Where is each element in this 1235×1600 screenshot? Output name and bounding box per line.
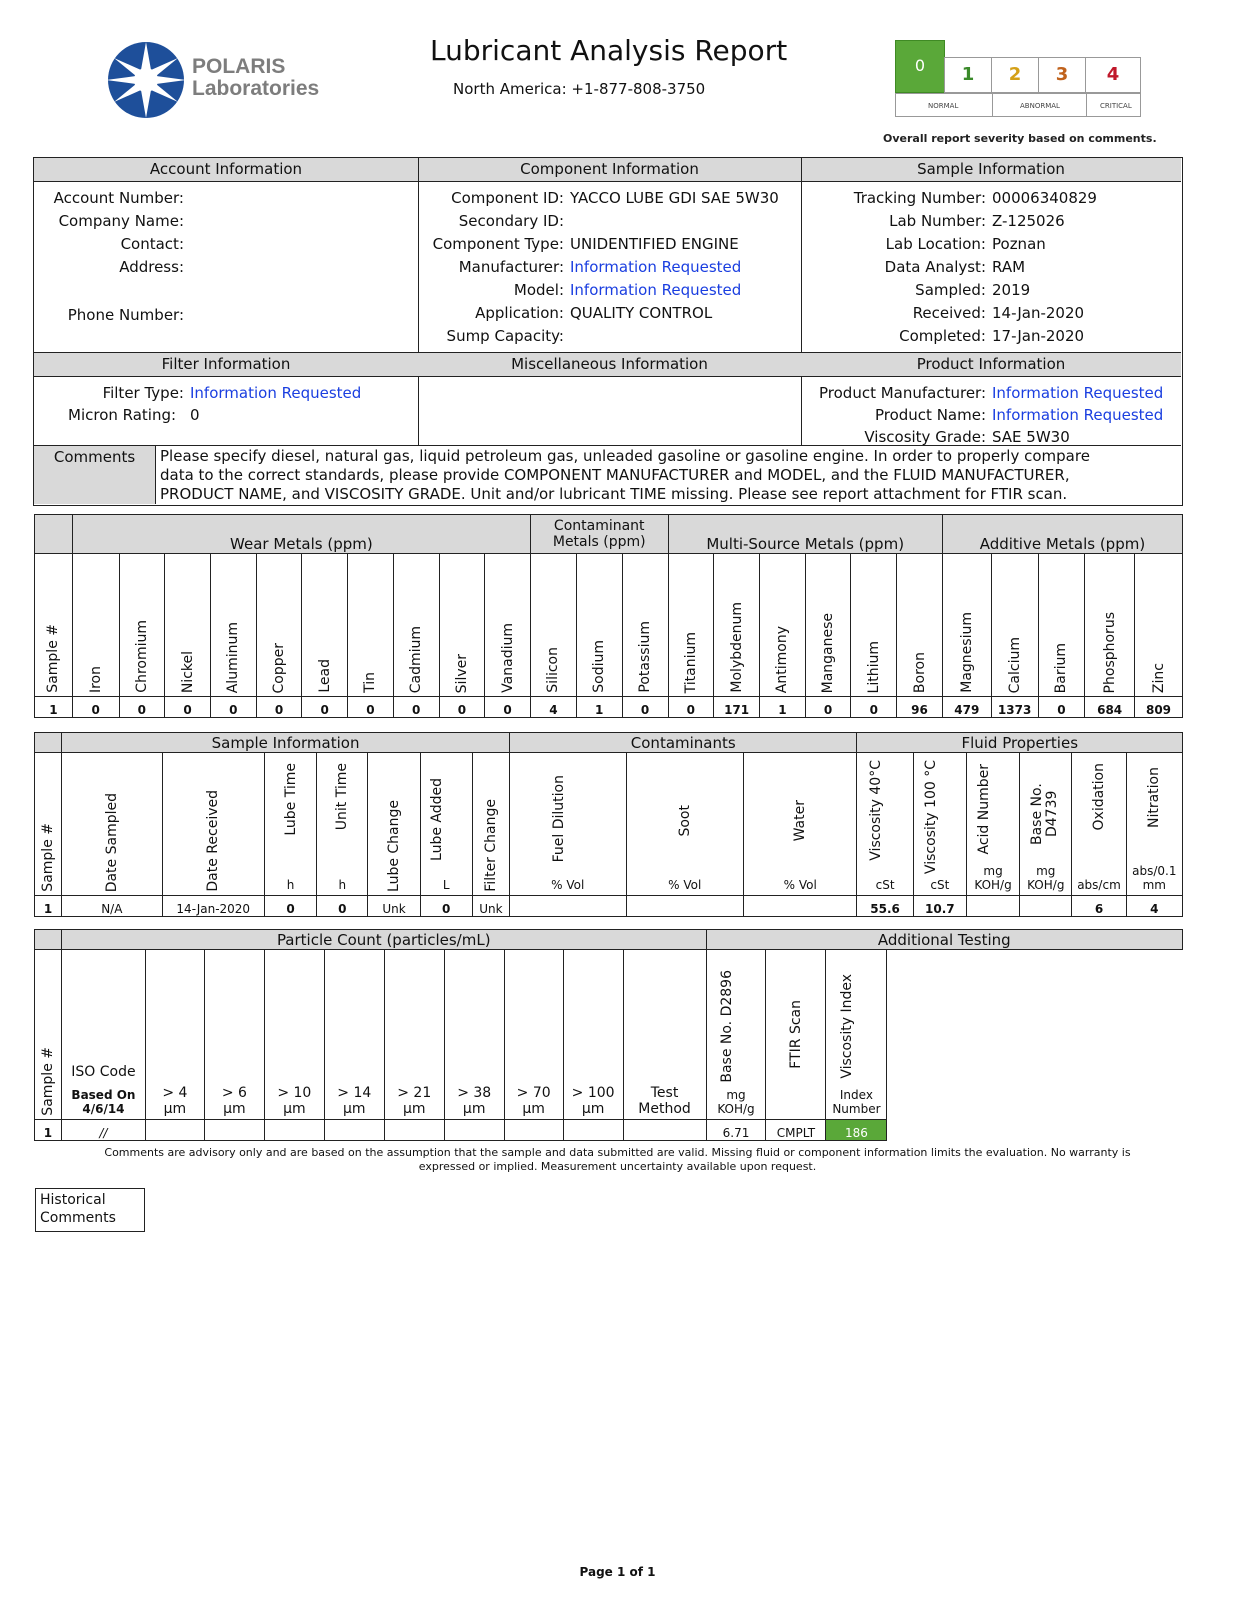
manufacturer-value[interactable]: Information Requested [570,258,742,276]
col-gt-21um: > 21 µm [384,950,444,1120]
disclaimer-line-1: Comments are advisory only and are based on the assumption that the sample and data submitted are valid. Missing fluid or component information limits the evaluation. No warranty is [104,1146,1131,1159]
address-value [184,258,190,276]
col-gt-100um: > 100 µm [563,950,623,1120]
fluid-row [35,896,1183,917]
component-header: Component Information [418,158,801,182]
logo-line-1: POLARIS [192,55,286,78]
filter-fields [42,384,361,424]
product-manufacturer-value[interactable]: Information Requested [992,384,1164,402]
metals-value: 0 [119,697,165,718]
fluid-value [1020,896,1072,917]
micron-rating-label: Micron Rating: [68,406,177,424]
severity-labels [895,93,1141,117]
col-aluminum: Aluminum [210,554,256,697]
model-label: Model: [513,281,564,299]
metals-value: 684 [1085,697,1135,718]
particle-row-empty [887,1120,1183,1141]
received-value: 14-Jan-2020 [992,304,1085,322]
col-barium: Barium [1038,554,1085,697]
viscosity-index-value: 186 [826,1120,887,1141]
metals-value: 1373 [991,697,1038,718]
col-chromium: Chromium [119,554,165,697]
lab-number-value: Z-125026 [992,212,1065,230]
component-type-label: Component Type: [432,235,564,253]
col-date-received: Date Received [162,753,264,896]
multi-source-metals-header: Multi-Source Metals (ppm) [668,515,942,554]
phone-number-value [184,306,190,324]
particle-table [34,929,1183,1141]
phone-number-label: Phone Number: [67,306,184,324]
model-value[interactable]: Information Requested [570,281,742,299]
fluid-value [744,896,857,917]
contaminant-metals-header: Contaminant Metals (ppm) [530,515,668,554]
phone-number: North America: +1-877-808-3750 [453,80,706,98]
tracking-number-value: 00006340829 [992,189,1097,207]
filter-type-label: Filter Type: [102,384,184,402]
fluid-value: 4 [1126,896,1182,917]
col-unit-time: Unit Time h [317,753,368,896]
col-base-no-d2896: Base No. D2896 mg KOH/g [706,950,766,1120]
data-analyst-label: Data Analyst: [884,258,986,276]
metals-value: 0 [302,697,348,718]
additional-testing-header: Additional Testing [706,930,1182,950]
historical-comments: Historical Comments [35,1188,145,1232]
viscosity-grade-label: Viscosity Grade: [864,428,986,446]
comments-line-2: data to the correct standards, please provide COMPONENT MANUFACTURER and MODEL, and the FLUID MANUFACTURER, [160,466,1070,484]
fluid-value: 55.6 [857,896,913,917]
metals-value: 1 [576,697,622,718]
sample-fields [806,189,1097,345]
col-gt-4um: > 4 µm [145,950,204,1120]
data-analyst-value: RAM [992,258,1026,276]
particle-value [324,1120,384,1141]
col-tin: Tin [348,554,394,697]
logo-text [192,56,319,100]
metals-value: 0 [393,697,439,718]
company-name-value [184,212,190,230]
particle-empty-area [887,950,1183,1120]
particle-value [384,1120,444,1141]
fluid-sample-header: Sample # [35,753,62,896]
account-number-label: Account Number: [53,189,184,207]
col-acid-number: Acid Number mg KOH/g [966,753,1019,896]
metals-value: 0 [165,697,211,718]
particle-value [264,1120,324,1141]
fluid-value: Unk [368,896,420,917]
account-header: Account Information [34,158,418,182]
filter-type-value[interactable]: Information Requested [190,384,362,402]
col-phosphorus: Phosphorus [1085,554,1135,697]
product-header: Product Information [801,353,1181,377]
fluid-sample-number: 1 [35,896,62,917]
info-section [33,157,1183,506]
particle-value [444,1120,504,1141]
col-date-sampled: Date Sampled [62,753,162,896]
col-molybdenum: Molybdenum [714,554,760,697]
lab-location-value: Poznan [992,235,1046,253]
col-sodium: Sodium [576,554,622,697]
metals-sample-number: 1 [35,697,73,718]
severity-level-0: 0 [895,40,945,93]
component-type-value: UNIDENTIFIED ENGINE [570,235,739,253]
col-potassium: Potassium [622,554,668,697]
micron-rating-value: 0 [190,406,200,424]
base-no-d2896-value: 6.71 [706,1120,766,1141]
metals-value: 0 [851,697,897,718]
particle-sample-header: Sample # [35,950,62,1120]
particle-count-header: Particle Count (particles/mL) [61,930,706,950]
fluid-value: 14-Jan-2020 [162,896,264,917]
col-viscosity-index: Viscosity Index Index Number [826,950,887,1120]
fluid-value [626,896,744,917]
comments-line-3: PRODUCT NAME, and VISCOSITY GRADE. Unit and/or lubricant TIME missing. Please see report attachment for FTIR scan. [160,485,1068,503]
manufacturer-label: Manufacturer: [458,258,564,276]
metals-value: 0 [485,697,531,718]
sampled-value: 2019 [992,281,1031,299]
col-magnesium: Magnesium [942,554,991,697]
col-fuel-dilution: Fuel Dilution % Vol [510,753,627,896]
completed-label: Completed: [899,327,986,345]
metals-value: 1 [760,697,806,718]
polaris-star-icon [106,38,192,124]
col-filter-change: Filter Change [472,753,509,896]
col-zinc: Zinc [1135,554,1183,697]
metals-value: 0 [668,697,714,718]
polaris-logo [106,38,346,124]
metals-value: 809 [1135,697,1183,718]
sample-info-header: Sample Information [801,158,1181,182]
product-name-label: Product Name: [874,406,986,424]
col-viscosity-40: Viscosity 40°C cSt [857,753,913,896]
particle-sample-number: 1 [35,1120,62,1141]
viscosity-grade-value: SAE 5W30 [992,428,1070,446]
col-test-method: Test Method [623,950,706,1120]
logo-line-2: Laboratories [192,77,320,100]
col-base-no-d4739: Base No. D4739 mg KOH/g [1020,753,1072,896]
account-fields [42,189,190,324]
col-gt-38um: > 38 µm [444,950,504,1120]
lab-location-label: Lab Location: [885,235,986,253]
col-viscosity-100: Viscosity 100 °C cSt [913,753,966,896]
secondary-id-label: Secondary ID: [458,212,564,230]
misc-header: Miscellaneous Information [418,353,801,377]
fluid-properties-header: Fluid Properties [857,733,1183,753]
col-manganese: Manganese [805,554,851,697]
comments-label: Comments [34,446,156,504]
metals-sample-header: Sample # [35,554,73,697]
col-lube-time: Lube Time h [264,753,316,896]
contaminants-header: Contaminants [510,733,857,753]
particle-value [145,1120,204,1141]
account-number-value [184,189,190,207]
comments-line-1: Please specify diesel, natural gas, liquid petroleum gas, unleaded gasoline or gasoline engine. In order to properly compare [160,447,1090,465]
col-water: Water % Vol [744,753,857,896]
particle-blank-header [35,930,62,950]
particle-value [563,1120,623,1141]
particle-value [623,1120,706,1141]
iso-code-basis: Based On 4/6/14 [71,1088,136,1116]
col-soot: Soot % Vol [626,753,744,896]
fluid-value [966,896,1019,917]
component-id-label: Component ID: [451,189,564,207]
additive-metals-header: Additive Metals (ppm) [942,515,1182,554]
col-copper: Copper [256,554,302,697]
component-fields [422,189,779,345]
fluid-value: 0 [317,896,368,917]
col-boron: Boron [897,554,943,697]
col-nitration: Nitration abs/0.1 mm [1126,753,1182,896]
lab-number-label: Lab Number: [889,212,986,230]
severity-level-3: 3 [1038,57,1086,93]
col-antimony: Antimony [760,554,806,697]
fluid-value: N/A [62,896,162,917]
metals-value: 0 [622,697,668,718]
severity-level-2: 2 [991,57,1039,93]
severity-label-critical: CRITICAL [1100,102,1132,110]
col-lithium: Lithium [851,554,897,697]
fluid-blank-header [35,733,62,753]
completed-value: 17-Jan-2020 [992,327,1085,345]
filter-header: Filter Information [34,353,418,377]
fluid-value: 0 [420,896,472,917]
secondary-id-value [564,212,570,230]
severity-scale [895,40,1141,118]
col-silver: Silver [439,554,485,697]
col-calcium: Calcium [991,554,1038,697]
col-lead: Lead [302,554,348,697]
col-vanadium: Vanadium [485,554,531,697]
sump-capacity-value [564,327,570,345]
disclaimer [40,1146,1195,1174]
severity-label-abnormal: ABNORMAL [1020,102,1060,110]
metals-value: 0 [1038,697,1085,718]
received-label: Received: [912,304,986,322]
tracking-number-label: Tracking Number: [853,189,986,207]
col-lube-added: Lube Added L [420,753,472,896]
company-name-label: Company Name: [58,212,184,230]
particle-value [204,1120,264,1141]
metals-value: 0 [256,697,302,718]
metals-value: 96 [897,697,943,718]
particle-row [35,1120,1183,1141]
metals-table [34,514,1183,718]
fluid-value: 0 [264,896,316,917]
col-gt-14um: > 14 µm [324,950,384,1120]
contact-label: Contact: [120,235,184,253]
severity-caption: Overall report severity based on comments. [883,132,1157,145]
component-id-value: YACCO LUBE GDI SAE 5W30 [570,189,779,207]
disclaimer-line-2: expressed or implied. Measurement uncertainty available upon request. [418,1160,817,1173]
metals-value: 0 [439,697,485,718]
col-gt-70um: > 70 µm [504,950,563,1120]
severity-level-4: 4 [1085,57,1141,93]
fluid-sample-info-header: Sample Information [62,733,510,753]
report-title: Lubricant Analysis Report [430,34,788,67]
comments-text [160,447,1090,504]
product-fields [806,384,1163,446]
col-gt-10um: > 10 µm [264,950,324,1120]
fluid-table [34,732,1183,917]
wear-metals-header: Wear Metals (ppm) [72,515,530,554]
page-number: Page 1 of 1 [579,1565,656,1579]
product-manufacturer-label: Product Manufacturer: [819,384,986,402]
col-nickel: Nickel [165,554,211,697]
fluid-value: 6 [1072,896,1126,917]
metals-value: 0 [805,697,851,718]
col-gt-6um: > 6 µm [204,950,264,1120]
col-iso-code [61,950,145,1120]
iso-code-label: ISO Code [71,1064,136,1080]
col-iron: Iron [72,554,119,697]
metals-value: 479 [942,697,991,718]
contact-value [184,235,190,253]
col-cadmium: Cadmium [393,554,439,697]
application-label: Application: [475,304,564,322]
address-label: Address: [119,258,184,276]
severity-level-1: 1 [944,57,992,93]
col-silicon: Silicon [530,554,576,697]
fluid-value: Unk [472,896,509,917]
col-ftir-scan: FTIR Scan [766,950,826,1120]
sampled-label: Sampled: [915,281,986,299]
metals-value: 0 [348,697,394,718]
particle-value [504,1120,563,1141]
col-oxidation: Oxidation abs/cm [1072,753,1126,896]
metals-value: 0 [210,697,256,718]
metals-value: 4 [530,697,576,718]
metals-blank-header [35,515,73,554]
fluid-value [510,896,627,917]
sump-capacity-label: Sump Capacity: [446,327,564,345]
iso-code-value: // [61,1120,145,1141]
application-value: QUALITY CONTROL [570,304,713,322]
col-titanium: Titanium [668,554,714,697]
metals-value: 0 [72,697,119,718]
product-name-value[interactable]: Information Requested [992,406,1164,424]
metals-value: 171 [714,697,760,718]
fluid-value: 10.7 [913,896,966,917]
col-lube-change: Lube Change [368,753,420,896]
severity-label-normal: NORMAL [928,102,959,110]
metals-row [35,697,1183,718]
ftir-scan-value[interactable]: CMPLT [766,1120,826,1141]
